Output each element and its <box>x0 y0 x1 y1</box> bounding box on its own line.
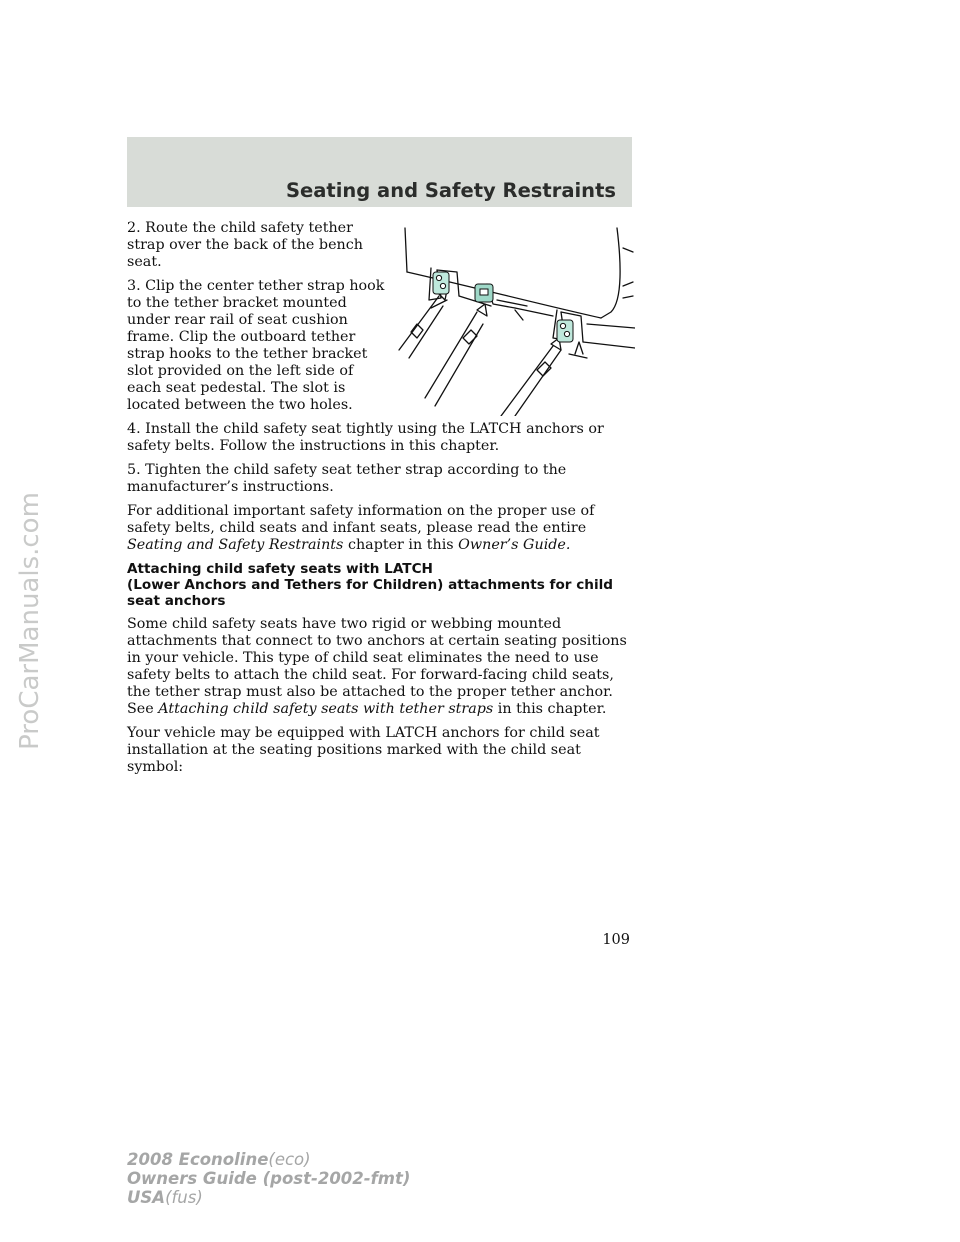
footer-line-market <box>127 1188 410 1207</box>
section-heading <box>127 561 632 609</box>
watermark-text: ProCarManuals.com <box>15 492 45 750</box>
paragraph-some-seats-ref: Attaching child safety seats with tether straps <box>158 701 494 717</box>
paragraph-route: 2. Route the child safety tether strap over the back of the bench seat. <box>127 220 363 270</box>
footer-line-model <box>127 1150 410 1169</box>
paragraph-additional-guide-ref: Owner’s Guide. <box>458 537 571 553</box>
paragraph-clip: 3. Clip the center tether strap hook to the tether bracket mounted under rear rail of seat cushion frame. Clip the outboard tether strap hooks to the tether bracket slot provided on the left side of each seat pedestal. The slot is located between the two holes. <box>127 278 385 413</box>
section-heading-line2: (Lower Anchors and Tethers for Children) attachments for child seat anchors <box>127 577 614 609</box>
paragraph-latch: Your vehicle may be equipped with LATCH anchors for child seat installation at the seating positions marked with the child seat symbol: <box>127 725 600 775</box>
watermark <box>0 0 60 1242</box>
section-title: Seating and Safety Restraints <box>285 179 616 202</box>
paragraph-additional-chapter-ref: Seating and Safety Restraints <box>127 537 344 553</box>
paragraph-additional-text: For additional important safety information on the proper use of safety belts, child seats and infant seats, please read the entire <box>127 503 595 536</box>
paragraph-additional <box>127 503 632 554</box>
paragraph-some-seats-text: Some child safety seats have two rigid or webbing mounted attachments that connect to two anchors at certain seating positions in your vehicle. This type of child seat eliminates the need to use safety belts to attach the child seat. For forward-facing child seats, the tether strap must also be attached to the proper tether anchor. See <box>127 616 627 717</box>
paragraph-additional-mid: chapter in this <box>343 537 459 553</box>
footer-market: USA <box>127 1188 166 1207</box>
footer-market-code: (fus) <box>165 1188 203 1207</box>
paragraph-tighten: 5. Tighten the child safety seat tether strap according to the manufacturer’s instructions. <box>127 462 567 495</box>
body-text <box>127 220 632 783</box>
paragraph-some-seats <box>127 616 632 718</box>
footer <box>127 1150 410 1207</box>
paragraph-install: 4. Install the child safety seat tightly using the LATCH anchors or safety belts. Follow the instructions in this chapter. <box>127 421 604 454</box>
footer-guide: Owners Guide (post-2002-fmt) <box>127 1169 411 1188</box>
footer-line-guide <box>127 1169 410 1188</box>
section-header-band <box>127 137 632 207</box>
paragraph-some-seats-end: in this chapter. <box>493 701 607 717</box>
footer-model: 2008 Econoline <box>127 1150 269 1169</box>
seat-tether-anchor-illustration-icon <box>397 220 635 416</box>
page-number: 109 <box>602 932 630 948</box>
section-heading-line1: Attaching child safety seats with LATCH <box>127 561 433 577</box>
footer-model-code: (eco) <box>268 1150 311 1169</box>
